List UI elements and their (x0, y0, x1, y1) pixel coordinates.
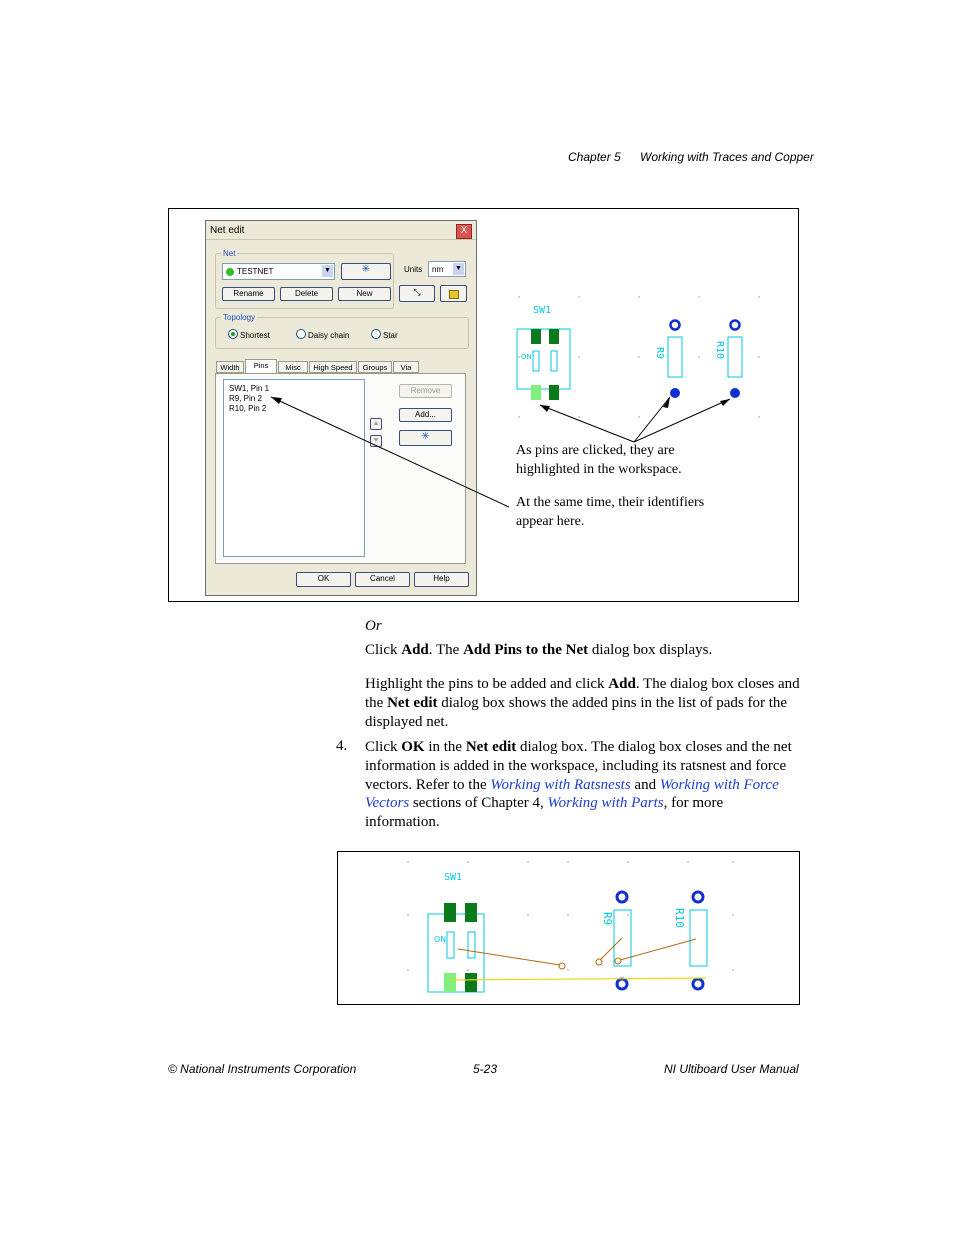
tab-width[interactable]: Width (216, 361, 244, 373)
switch-lever-2 (551, 351, 557, 371)
sw1-label: SW1 (444, 872, 463, 883)
sparkle-icon: ✳ (421, 431, 430, 442)
arrowheads (271, 397, 730, 412)
link-working-with-parts[interactable]: Working with Parts (547, 795, 664, 812)
units-label: Units (404, 265, 423, 274)
switch-lever-2 (468, 932, 475, 958)
ok-button[interactable]: OK (296, 572, 351, 587)
ratsnest-line (450, 978, 706, 980)
switch-lever-1 (533, 351, 539, 371)
link-ratsnests[interactable]: Working with Ratsnests (490, 776, 631, 793)
add-button[interactable]: Add... (399, 408, 452, 422)
switch-lever-1 (447, 932, 454, 958)
rename-button[interactable]: Rename (222, 287, 275, 301)
chevron-down-icon[interactable]: ▼ (322, 265, 333, 277)
link-force-vectors[interactable]: Working with Force Vectors (365, 776, 779, 812)
tab-groups[interactable]: Groups (358, 361, 392, 373)
dialog-title: Net edit (210, 225, 245, 236)
pad-sw1-3[interactable] (531, 329, 541, 344)
workspace-figure1 (169, 209, 798, 601)
r10-label: R10 (673, 908, 686, 928)
pointer-icon: ⤡ (413, 287, 421, 297)
header-section: Working with Traces and Copper (640, 150, 814, 164)
remove-button[interactable]: Remove (399, 384, 452, 398)
r9-label: R9 (601, 912, 614, 926)
topology-shortest-radio[interactable]: Shortest (228, 329, 270, 340)
pad-sw1-2[interactable] (549, 385, 559, 400)
list-item[interactable]: SW1, Pin 1 (229, 384, 270, 393)
pad-sw1-3 (444, 903, 456, 922)
pad-sw1-4[interactable] (549, 329, 559, 344)
force-vectors (458, 938, 696, 969)
footer-page-number: 5-23 (473, 1062, 498, 1076)
pad-sw1-1-highlighted[interactable] (531, 385, 541, 400)
workspace-figure2 (338, 852, 799, 1004)
close-icon[interactable]: X (456, 224, 472, 239)
via-r9-top (617, 892, 627, 902)
cancel-button[interactable]: Cancel (355, 572, 410, 587)
paragraph-highlight-pins: Highlight the pins to be added and click Add. The dialog box closes and the Net edit dialog box shows the added pins in the list of pads for the displayed net. (365, 676, 800, 730)
new-button[interactable]: New (338, 287, 391, 301)
pad-r10-2-highlighted[interactable] (731, 389, 740, 398)
pad-sw1-2 (465, 973, 477, 992)
via-r9-bottom (617, 979, 627, 989)
move-up-button[interactable]: ▲ (370, 418, 382, 430)
sw1-label: SW1 (533, 305, 552, 316)
tab-high-speed[interactable]: High Speed (309, 361, 357, 373)
r9-label: R9 (654, 347, 665, 360)
figure-net-result (337, 851, 800, 1005)
paragraph-step-4: Click OK in the Net edit dialog box. The dialog box closes and the net information is added in the workspace, including its ratsnest and force vectors. Refer to the Working with Ratsnests and Working with Force Vectors sections of Chapter 4, Working with Parts, for more information. (365, 739, 792, 831)
via-r9-top (671, 321, 680, 330)
help-button[interactable]: Help (414, 572, 469, 587)
tab-via[interactable]: Via (393, 361, 419, 373)
via-r10-bottom (693, 979, 703, 989)
callout-highlighted: As pins are clicked, they are highlighted in the workspace. (516, 443, 682, 477)
sparkle-icon: ✳ (361, 264, 371, 275)
or-text: Or (365, 618, 382, 634)
units-value: nm (432, 265, 444, 274)
on-label: ON (434, 935, 447, 944)
net-select-value: TESTNET (237, 267, 274, 276)
header-chapter: Chapter 5 (568, 150, 621, 164)
tab-misc[interactable]: Misc (278, 361, 308, 373)
r10-outline (690, 910, 707, 966)
figure-net-edit (168, 208, 799, 602)
delete-button[interactable]: Delete (280, 287, 333, 301)
list-item[interactable]: R9, Pin 2 (229, 394, 262, 403)
callout-identifiers: At the same time, their identifiers appear here. (516, 495, 705, 529)
list-item[interactable]: R10, Pin 2 (229, 404, 267, 413)
pad-sw1-4 (465, 903, 477, 922)
net-group-label: Net (223, 249, 236, 258)
chevron-down-icon[interactable]: ▼ (453, 263, 464, 275)
pad-sw1-1 (444, 973, 456, 992)
via-r10-top (731, 321, 740, 330)
via-r10-top (693, 892, 703, 902)
topology-group-label: Topology (223, 313, 256, 322)
topology-daisy-chain-radio[interactable]: Daisy chain (296, 329, 349, 340)
topology-star-radio[interactable]: Star (371, 329, 398, 340)
r10-outline (728, 337, 742, 377)
step-number: 4. (336, 738, 348, 754)
r9-outline (668, 337, 682, 377)
tab-pins[interactable]: Pins (245, 359, 277, 373)
footer-copyright: © National Instruments Corporation (168, 1062, 357, 1076)
move-down-button[interactable]: ▼ (370, 435, 382, 447)
r10-label: R10 (714, 341, 725, 360)
on-label: ON (521, 353, 532, 361)
pad-r9-2-highlighted[interactable] (671, 389, 680, 398)
footer-manual-title: NI Ultiboard User Manual (664, 1062, 799, 1076)
paragraph-click-add: Click Add. The Add Pins to the Net dialog box displays. (365, 642, 713, 658)
